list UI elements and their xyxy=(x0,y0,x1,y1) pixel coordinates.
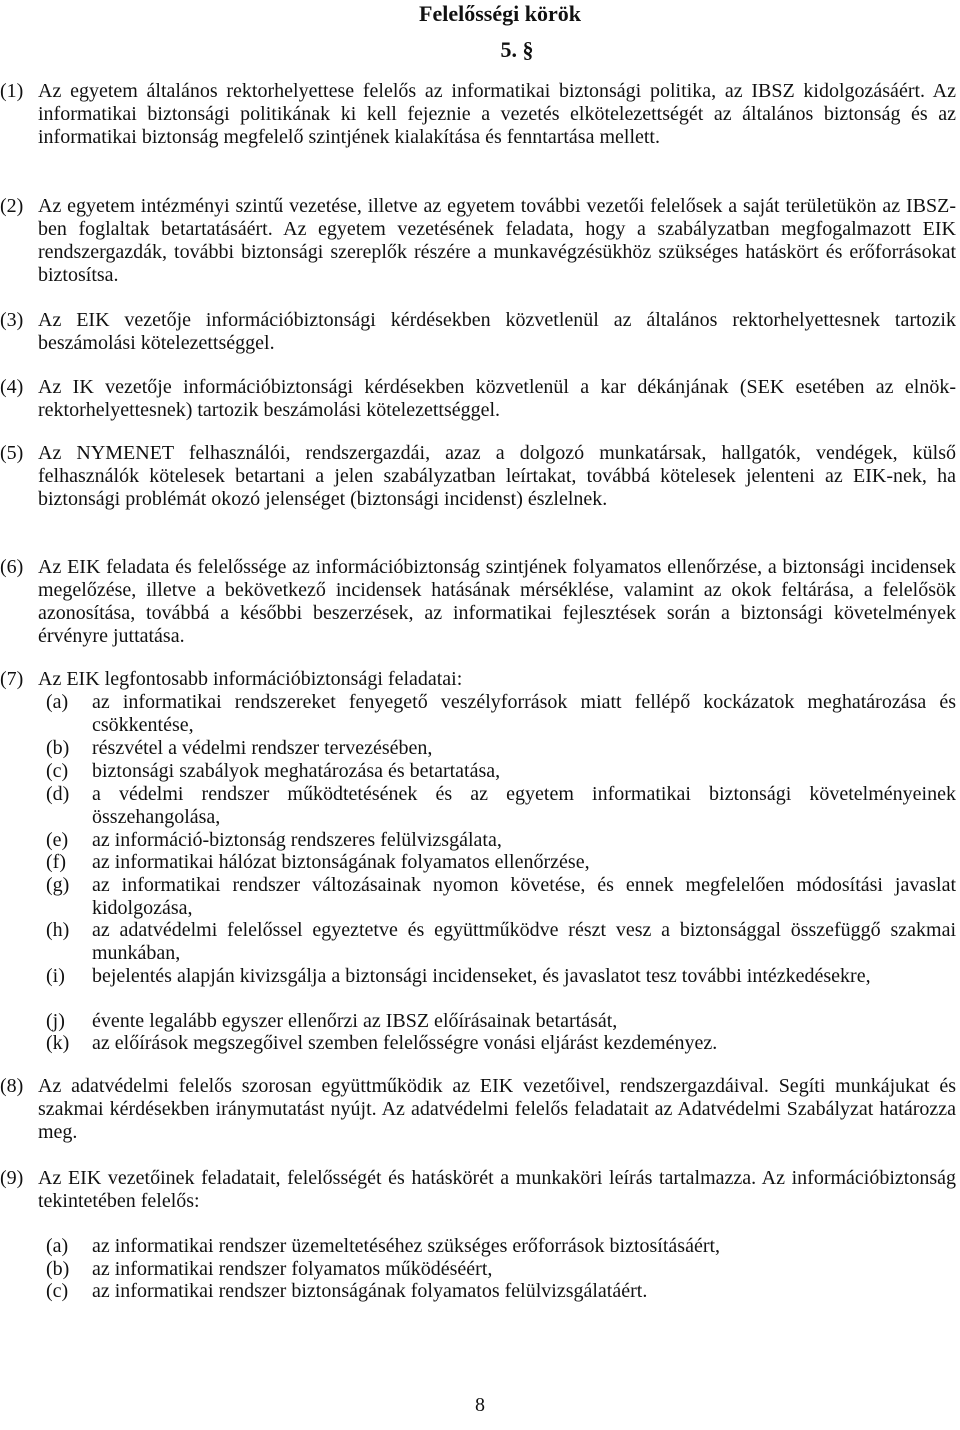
list-item-text: évente legalább egyszer ellenőrzi az IBSZ előírásainak betartását, xyxy=(92,1010,618,1032)
paragraph-number: (1) xyxy=(0,80,24,102)
list-item-label: (g) xyxy=(46,874,70,896)
list-item-label: (c) xyxy=(46,1280,69,1302)
list-item-text: az informatikai hálózat biztonságának folyamatos ellenőrzése, xyxy=(92,851,590,873)
paragraph-number: (8) xyxy=(0,1075,24,1097)
paragraph-text: Az NYMENET felhasználói, rendszergazdái, azaz a dolgozó munkatársak, hallgatók, vendégek, külső felhasználók kötelesek betartani a jelen szabályzatban leírtakat, továbbá kötelesek jelenteni az EIK-nek, ha biztonsági problémát okozó jelenséget (biztonsági incidenst) észlelnek. xyxy=(38,442,956,510)
paragraph-text: Az EIK vezetője információbiztonsági kérdésekben közvetlenül az általános rektorhelyettesnek tartozik beszámolási kötelezettséggel. xyxy=(38,309,956,354)
list-item-text: az informatikai rendszereket fenyegető veszélyforrások miatt fellépő kockázatok meghatározása és csökkentése, xyxy=(92,691,956,736)
paragraph-number: (6) xyxy=(0,556,24,578)
list-item-label: (b) xyxy=(46,737,70,759)
list-item-text: az előírások megszegőivel szemben felelősségre vonási eljárást kezdeményez. xyxy=(92,1032,718,1054)
list-item-text: az informatikai rendszer üzemeltetéséhez szükséges erőforrások biztosításáért, xyxy=(92,1235,721,1257)
list-item-label: (j) xyxy=(46,1010,65,1032)
section-number: 5. § xyxy=(500,37,534,62)
list-item-text: az adatvédelmi felelőssel egyeztetve és együttműködve részt vesz a biztonsággal összefüggő szakmai munkában, xyxy=(92,919,956,964)
list-item-text: az informatikai rendszer változásainak nyomon követése, és ennek megfelelően módosítási javaslat kidolgozása, xyxy=(92,874,956,919)
document-title: Felelősségi körök xyxy=(419,1,581,26)
list-item-label: (a) xyxy=(46,691,69,713)
paragraph-text: Az EIK vezetőinek feladatait, felelősségét és hatáskörét a munkaköri leírás tartalmazza. Az információbiztonság tekintetében felelős: xyxy=(38,1167,956,1212)
list-item-label: (a) xyxy=(46,1235,69,1257)
list-item-label: (h) xyxy=(46,919,70,941)
paragraph-text: Az egyetem intézményi szintű vezetése, illetve az egyetem további vezetői felelősek a saját területükön az IBSZ-ben foglaltak betartatásáért. Az egyetem vezetésének feladata, hogy a szabályzatban megfogalmazott EIK rendszergazdák, további biztonsági szereplők részére a munkavégzésükhöz szükséges hatáskört és erőforrásokat biztosítsa. xyxy=(38,195,956,286)
paragraph-text: Az EIK feladata és felelőssége az információbiztonság szintjének folyamatos ellenőrzése, a biztonsági incidensek megelőzése, illetve a bekövetkező incidensek hatásának mérséklése, valamint az okok feltárása, a felelősök azonosítása, továbbá a későbbi beszerzések, az informatikai fejlesztések során a biztonsági követelmények érvényre juttatása. xyxy=(38,556,956,647)
list-item-label: (b) xyxy=(46,1258,70,1280)
paragraph-text: Az adatvédelmi felelős szorosan együttműködik az EIK vezetőivel, rendszergazdáival. Segíti munkájukat és szakmai kérdésekben iránymutatást nyújt. Az adatvédelmi felelős feladatait az Adatvédelmi Szabályzat határozza meg. xyxy=(38,1075,956,1143)
list-item-label: (c) xyxy=(46,760,69,782)
list-item-text: részvétel a védelmi rendszer tervezésében, xyxy=(92,737,433,759)
list-item-text: a védelmi rendszer működtetésének és az egyetem informatikai biztonsági követelményeinek összehangolása, xyxy=(92,783,956,828)
page-number: 8 xyxy=(475,1394,485,1416)
list-item-text: bejelentés alapján kivizsgálja a biztonsági incidenseket, és javaslatot tesz további intézkedésekre, xyxy=(92,965,871,987)
paragraph-number: (7) xyxy=(0,668,24,690)
paragraph-6 xyxy=(0,556,956,648)
paragraph-9 xyxy=(0,1167,956,1213)
list-item-text: az informatikai rendszer biztonságának folyamatos felülvizsgálatáért. xyxy=(92,1280,648,1302)
list-item-text: az informatikai rendszer folyamatos működéséért, xyxy=(92,1258,493,1280)
list-item-label: (e) xyxy=(46,829,69,851)
paragraph-1 xyxy=(0,80,956,149)
paragraph-number: (3) xyxy=(0,309,24,331)
list-item-text: biztonsági szabályok meghatározása és betartatása, xyxy=(92,760,501,782)
paragraph-text: Az egyetem általános rektorhelyettese felelős az informatikai biztonsági politika, az IBSZ kidolgozásáért. Az informatikai biztonsági politikának ki kell fejeznie a vezetés elkötelezettségét az általános biztonság és az informatikai biztonság megfelelő szintjének kialakítása és fenntartása mellett. xyxy=(38,80,956,148)
paragraph-text: Az IK vezetője információbiztonsági kérdésekben közvetlenül a kar dékánjának (SEK esetében az elnök-rektorhelyettesnek) tartozik beszámolási kötelezettséggel. xyxy=(38,376,956,421)
paragraph-3 xyxy=(0,309,956,355)
paragraph-7 xyxy=(0,668,956,691)
list-item-label: (f) xyxy=(46,851,66,873)
paragraph-number: (2) xyxy=(0,195,24,217)
list-item-text: az információ-biztonság rendszeres felülvizsgálata, xyxy=(92,829,502,851)
paragraph-5 xyxy=(0,442,956,511)
list-item-label: (i) xyxy=(46,965,65,987)
paragraph-text: Az EIK legfontosabb információbiztonsági feladatai: xyxy=(38,668,463,690)
paragraph-2 xyxy=(0,195,956,287)
paragraph-8 xyxy=(0,1075,956,1144)
paragraph-number: (5) xyxy=(0,442,24,464)
paragraph-number: (9) xyxy=(0,1167,24,1189)
list-item-label: (k) xyxy=(46,1032,70,1054)
paragraph-4 xyxy=(0,376,956,422)
paragraph-number: (4) xyxy=(0,376,24,398)
list-item-label: (d) xyxy=(46,783,70,805)
